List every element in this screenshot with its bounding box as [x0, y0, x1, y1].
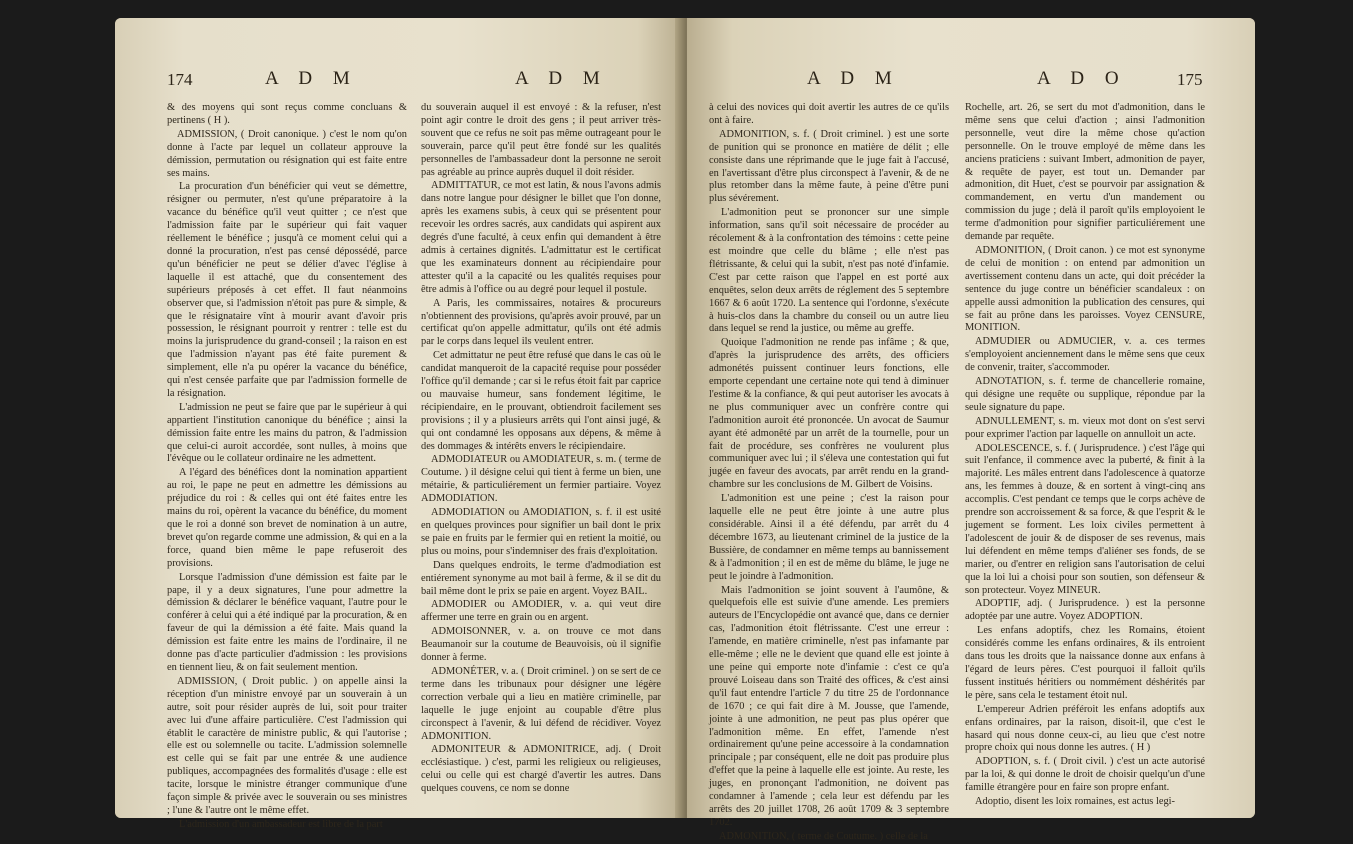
text-paragraph: L'empereur Adrien préféroit les enfans adoptifs aux enfans ordinaires, par la raison, disoit-il, que c'est le hasard qui nous donne ceux-ci, au lieu que c'est notre propre choix qui nous donne les autres. ( H ): [965, 703, 1205, 754]
right-page: [687, 18, 1255, 842]
left-page-header: [115, 66, 683, 94]
text-paragraph: L'admonition est une peine ; c'est la raison pour laquelle elle ne peut être jointe à une autre plus considérable. Ainsi il a été défendu, par arrêt du 4 décembre 1673, au lieutenant criminel de la justice de la Bussière, de condamner en même temps au bannissement & à l'admonition ; il en est de même du blâme, le juge ne peut le joindre à l'admonition.: [709, 493, 949, 582]
dictionary-entry: ADOPTION, s. f. ( Droit civil. ) c'est un acte autorisé par la loi, & qui donne le droit de choisir quelqu'un d'une famille étrangère pour en faire son propre enfant.: [965, 756, 1205, 794]
dictionary-entry: ADMODIER ou AMODIER, v. a. qui veut dire affermer une terre en grain ou en argent.: [421, 599, 661, 624]
text-column: [167, 102, 407, 830]
dictionary-entry: ADNULLEMENT, s. m. vieux mot dont on s'est servi pour exprimer l'action par laquelle on annulloit un acte.: [965, 415, 1205, 440]
text-paragraph: L'admonition peut se prononcer sur une simple information, sans qu'il soit nécessaire de procéder au récolement & à la confrontation des témoins : cette peine est moindre que celle du blâme ; elle n'est pas flétrissante, & celui qui la subit, n'est pas noté d'infamie. C'est par cette raison que l'appel en est porté aux enquêtes, selon deux arrêts de réglement des 5 septembre 1667 & 6 août 1720. La sentence qui l'ordonne, s'exécute à huis-clos dans la chambre du conseil ou un autre lieu dans lequel se rend la justice, ou même au greffe.: [709, 207, 949, 335]
running-headword: A D M: [265, 68, 358, 89]
text-paragraph: Les enfans adoptifs, chez les Romains, étoient considérés comme les enfans ordinaires, & ils entroient dans tous les droits que la naissance donne aux enfans à l'égard de leurs pères. C'est pourquoi il falloit qu'ils fussent institués héritiers ou nommément déshérités par le père, sans cela le testament étoit nul.: [965, 625, 1205, 701]
text-paragraph: & des moyens qui sont reçus comme concluans & pertinens ( H ).: [167, 102, 407, 126]
text-column: [709, 102, 949, 842]
text-paragraph: L'admission ne peut se faire que par le supérieur à qui appartient l'institution canonique du bénéfice ; ainsi la démission faite entre les mains du patron, & l'admission que celui-ci auroit accordée, sont nulles, à moins que l'évêque ou le collateur ordinaire ne les admettent.: [167, 401, 407, 465]
text-paragraph: Lorsque l'admission d'une démission est faite par le pape, il y a deux signatures, l'une pour admettre la démission & déclarer le bénéfice vaquant, l'autre pour le conférer à celui qui a été indiqué par la procuration, & en faveur de qui la démission a été faite. Mais quand la démission est faite entre les mains de l'ordinaire, il ne donne pas d'acte particulier d'admission : les provisions en tiennent lieu, & on fait seulement mention.: [167, 571, 407, 673]
open-book: [115, 18, 1255, 842]
dictionary-entry: ADOLESCENCE, s. f. ( Jurisprudence. ) c'est l'âge qui suit l'enfance, il commence avec la puberté, & finit à la majorité. Les mâles entrent dans l'adolescence à quatorze ans, les femmes à douze, & en sortent à vingt-cinq ans accomplis. C'est pendant ce temps que le corps achève de prendre son accroissement & sa force, & que l'esprit & le jugement se forment. Les loix civiles permettent à l'adolescent de jouir & de disposer de ses revenus, mais lui défendent en même temps d'aliéner ses fonds, de se marier, ou d'entrer en religion sans l'autorisation de celui que la loi lui a choisi pour son soutien, son défenseur & son protecteur. Voyez MINEUR.: [965, 442, 1205, 596]
text-paragraph: Quoique l'admonition ne rende pas infâme ; & que, d'après la jurisprudence des arrêts, des officiers admonétés puissent continuer leurs fonctions, elle emporte cependant une certaine note qui tend à diminuer l'estime & la confiance, & qui peut autoriser les avocats à ne plus communiquer avec un confrère contre qui l'admonition auroit été prononcée. Un avocat de Saumur ayant été admonêté par un arrêt de la tournelle, pour un fait de procédure, ses confrères ne voulurent plus communiquer avec lui ; il s'éleva une contestation qui fut jugée en faveur des avocats, par arrêt rendu en la grand-chambre sur les conclusions de M. Gilbert de Voisins.: [709, 337, 949, 491]
dictionary-entry: ADMONITION, ( Droit canon. ) ce mot est synonyme de celui de monition : on entend par admonition un avertissement contenu dans un acte, qui doit précéder la sentence du juge contre un bénéficier scandaleux : on appelle aussi admonition la publication des censures, qui se fait au prône dans les paroisses. Voyez CENSURE, MONITION.: [965, 244, 1205, 334]
text-paragraph: à celui des novices qui doit avertir les autres de ce qu'ils ont à faire.: [709, 102, 949, 126]
running-headword: A D M: [807, 68, 900, 89]
text-paragraph: du souverain auquel il est envoyé : & la refuser, n'est point agir contre le droit des gens ; il peut arriver très-souvent que ce refus ne soit pas même outrageant pour le souverain, parce qu'il peut être fondé sur les qualités personnelles de l'ambassadeur dont la personne ne seroit pas agréable au prince auprès duquel il doit résider.: [421, 102, 661, 178]
page-number: 174: [167, 70, 193, 89]
dictionary-entry: ADMOISONNER, v. a. on trouve ce mot dans Beaumanoir sur la coutume de Beauvoisis, où il signifie donner à ferme.: [421, 626, 661, 664]
dictionary-entry: ADMISSION, ( Droit public. ) on appelle ainsi la réception d'un ministre envoyé par un souverain à un autre, soit pour résider auprès de lui, soit pour traiter avec lui d'une affaire particulière. C'est l'admission qui établit le caractère de ministre public, & qui l'autorise ; elle est ou solemnelle ou tacite. L'admission solemnelle est celle qui se fait par une entrée & une audience publiques, accompagnées des formalités d'usage : elle est tacite, lorsque le ministre étranger communique d'une façon simple & privée avec le souverain ou ses ministres ; l'une & l'autre ont le même effet.: [167, 675, 407, 816]
page-number: 175: [1177, 70, 1203, 89]
dictionary-entry: ADMONITION, ( terme de Coutume. ) celle de la: [719, 830, 928, 842]
text-column: [965, 102, 1205, 808]
text-paragraph: Cet admittatur ne peut être refusé que dans le cas où le candidat manqueroit de la capacité requise pour posséder l'office qu'il demande ; car si le refus étoit fait par caprice ou mauvaise humeur, sans fondement légitime, le récipiendaire, en le prouvant, obtiendroit facilement ses provisions ; il y a plusieurs arrêts qui l'ont ainsi jugé, & qui ont condamné les opposans aux dépens, & même à des dommages & intérêts envers le récipiendaire.: [421, 350, 661, 452]
dictionary-entry: ADMODIATEUR ou AMODIATEUR, s. m. ( terme de Coutume. ) il désigne celui qui tient à ferme un bien, une métairie, & particuliérement un fermier partiaire. Voyez ADMODIATION.: [421, 454, 661, 505]
dictionary-entry: ADMUDIER ou ADMUCIER, v. a. ces termes s'employoient anciennement dans le même sens que ceux de convenir, traiter, s'accommoder.: [965, 336, 1205, 374]
text-paragraph: A l'égard des bénéfices dont la nomination appartient au roi, le pape ne peut en admettre les démissions au préjudice du roi : & celles qui ont été faites entre les mains du roi, opèrent la vacance du bénéfice, du moment que le roi a donné son brevet de nomination à un autre, brevet qu'on regarde comme une admission, & qui en a la force, quand bien même le pape refuseroit des provisions.: [167, 467, 407, 569]
text-column: [421, 102, 661, 802]
dictionary-entry: ADMITTATUR, ce mot est latin, & nous l'avons admis dans notre langue pour désigner le billet que l'on donne, après les examens subis, à ceux qui se présentent pour recevoir les ordres sacrés, aux candidats qui aspirent aux degrés d'une faculté, à ceux enfin qui demandent à être admis à certaines dignités. L'admittatur est le certificat que les examinateurs donnent au récipiendaire pour attester qu'il a la capacité ou les qualités requises pour être admis à l'office ou au degré pour lequel il postule.: [421, 180, 661, 295]
dictionary-entry: ADMODIATION ou AMODIATION, s. f. il est usité en quelques provinces pour signifier un bail dont le prix se paie en fruits par le fermier qui en retient la moitié, ou plus ou moins, pour s'indemniser des frais d'exploitation.: [421, 507, 661, 557]
text-paragraph: Mais l'admonition se joint souvent à l'aumône, & quelquefois elle est suivie d'une amende. Les premiers auteurs de l'Encyclopédie ont avancé que, dans ce dernier cas, l'admonition étoit flétrissante. C'est une erreur : l'amende, en matière criminelle, n'est pas infamante par elle-même ; elle ne le devient que quand elle est jointe à une peine qui emporte note d'infamie : c'est ce qu'a prouvé Loiseau dans son Traité des offices, & c'est ainsi qu'il faut entendre l'article 7 du titre 25 de l'ordonnance de 1670 ; ce qui fait dire à M. Jousse, que l'amende, jointe à une admonition, ne peut pas plus opérer que l'admonition même. En effet, l'amende n'est ordinairement qu'une peine accessoire à la condamnation principale ; par conséquent, elle ne doit pas produire plus d'effet que la peine à laquelle elle est jointe. Au reste, les juges, en prononçant l'admonition, ne doivent pas condamner à l'amende ; cela leur est défendu par les arrêts des 20 juillet 1708, 26 août 1709 & 3 septembre 1702.: [709, 584, 949, 828]
text-paragraph: L'admission d'un ambassadeur est libre de la part: [179, 818, 383, 830]
running-headword: A D M: [515, 68, 608, 89]
text-paragraph: A Paris, les commissaires, notaires & procureurs n'obtiennent des provisions, qu'après avoir prouvé, par un certificat qu'on appelle admittatur, qu'ils ont été admis par le corps dans lequel ils veulent entrer.: [421, 297, 661, 348]
right-page-header: [687, 66, 1255, 94]
running-headword: A D O: [1037, 68, 1127, 89]
dictionary-entry: ADMONITION, s. f. ( Droit criminel. ) est une sorte de punition qui se prononce en matière de délit ; elle consiste dans une réprimande que le juge fait à l'accusé, en l'avertissant d'être plus circonspect à l'avenir, & de ne plus retomber dans la même faute, à peine d'être puni plus sévérement.: [709, 128, 949, 205]
dictionary-entry: ADMONÉTER, v. a. ( Droit criminel. ) on se sert de ce terme dans les tribunaux pour désigner une légère correction verbale qui a lieu en matière criminelle, par laquelle le juge enjoint au coupable d'être plus circonspect à l'avenir, & lui défend de récidiver. Voyez ADMONITION.: [421, 665, 661, 742]
text-paragraph: Dans quelques endroits, le terme d'admodiation est entiérement synonyme au mot bail à ferme, & il se dit du bail même dont le prix se paie en argent. Voyez BAIL.: [421, 559, 661, 597]
dictionary-entry: ADNOTATION, s. f. terme de chancellerie romaine, qui désigne une requête ou supplique, répondue par la seule signature du pape.: [965, 376, 1205, 413]
text-paragraph: La procuration d'un bénéficier qui veut se démettre, résigner ou permuter, n'est qu'une préparatoire à la vacance du bénéfice qu'il veut quitter ; ce n'est que l'admission faite par le supérieur qui fait vaquer réellement le bénéfice ; jusqu'à ce moment celui qui a donné la procuration, n'est pas censé dépossédé, parce qu'un bénéficier ne peut se délier d'avec l'église à laquelle il est attaché, que du consentement des supérieurs préposés à cet effet. Il faut néanmoins observer que, si l'admission n'étoit pas pure & simple, & que le résignataire vînt à mourir avant d'avoir pris possession, le résignant pourroit y rentrer : telle est du moins la jurisprudence du grand-conseil ; la raison en est que l'admission n'ayant pas été faite purement & simplement, elle n'a pu opérer la vacance du bénéfice, qui n'est censée parfaite que par l'admission formelle de la résignation.: [167, 181, 407, 399]
dictionary-entry: ADMONITEUR & ADMONITRICE, adj. ( Droit ecclésiastique. ) c'est, parmi les religieux ou religieuses, celui ou celle qui est chargé d'avertir les autres. Dans quelques couvens, ce nom se donne: [421, 744, 661, 795]
dictionary-entry: Adoptio, disent les loix romaines, est actus legi-: [975, 796, 1175, 808]
left-page: [115, 18, 683, 830]
dictionary-entry: ADOPTIF, adj. ( Jurisprudence. ) est la personne adoptée par une autre. Voyez ADOPTION.: [965, 598, 1205, 623]
dictionary-entry: ADMISSION, ( Droit canonique. ) c'est le nom qu'on donne à l'acte par lequel un collateur approuve la démission, permutation ou résignation qui est faite entre ses mains.: [167, 128, 407, 179]
text-paragraph: Rochelle, art. 26, se sert du mot d'admonition, dans le même sens que celui d'action ; ainsi l'admonition personnelle, veut dire la même chose qu'action personnelle. On le trouve employé de même dans les anciens praticiens : suivant Imbert, admonition de payer, & requête de payer, est tout un. Demander par admonition, dit Huet, c'est se pourvoir par assignation & commandement, en vertu d'un mandement ou commission du juge ; delà il paroît qu'ils employoient le terme d'admonition pour signifier particuliérement une demande par requête.: [965, 102, 1205, 243]
